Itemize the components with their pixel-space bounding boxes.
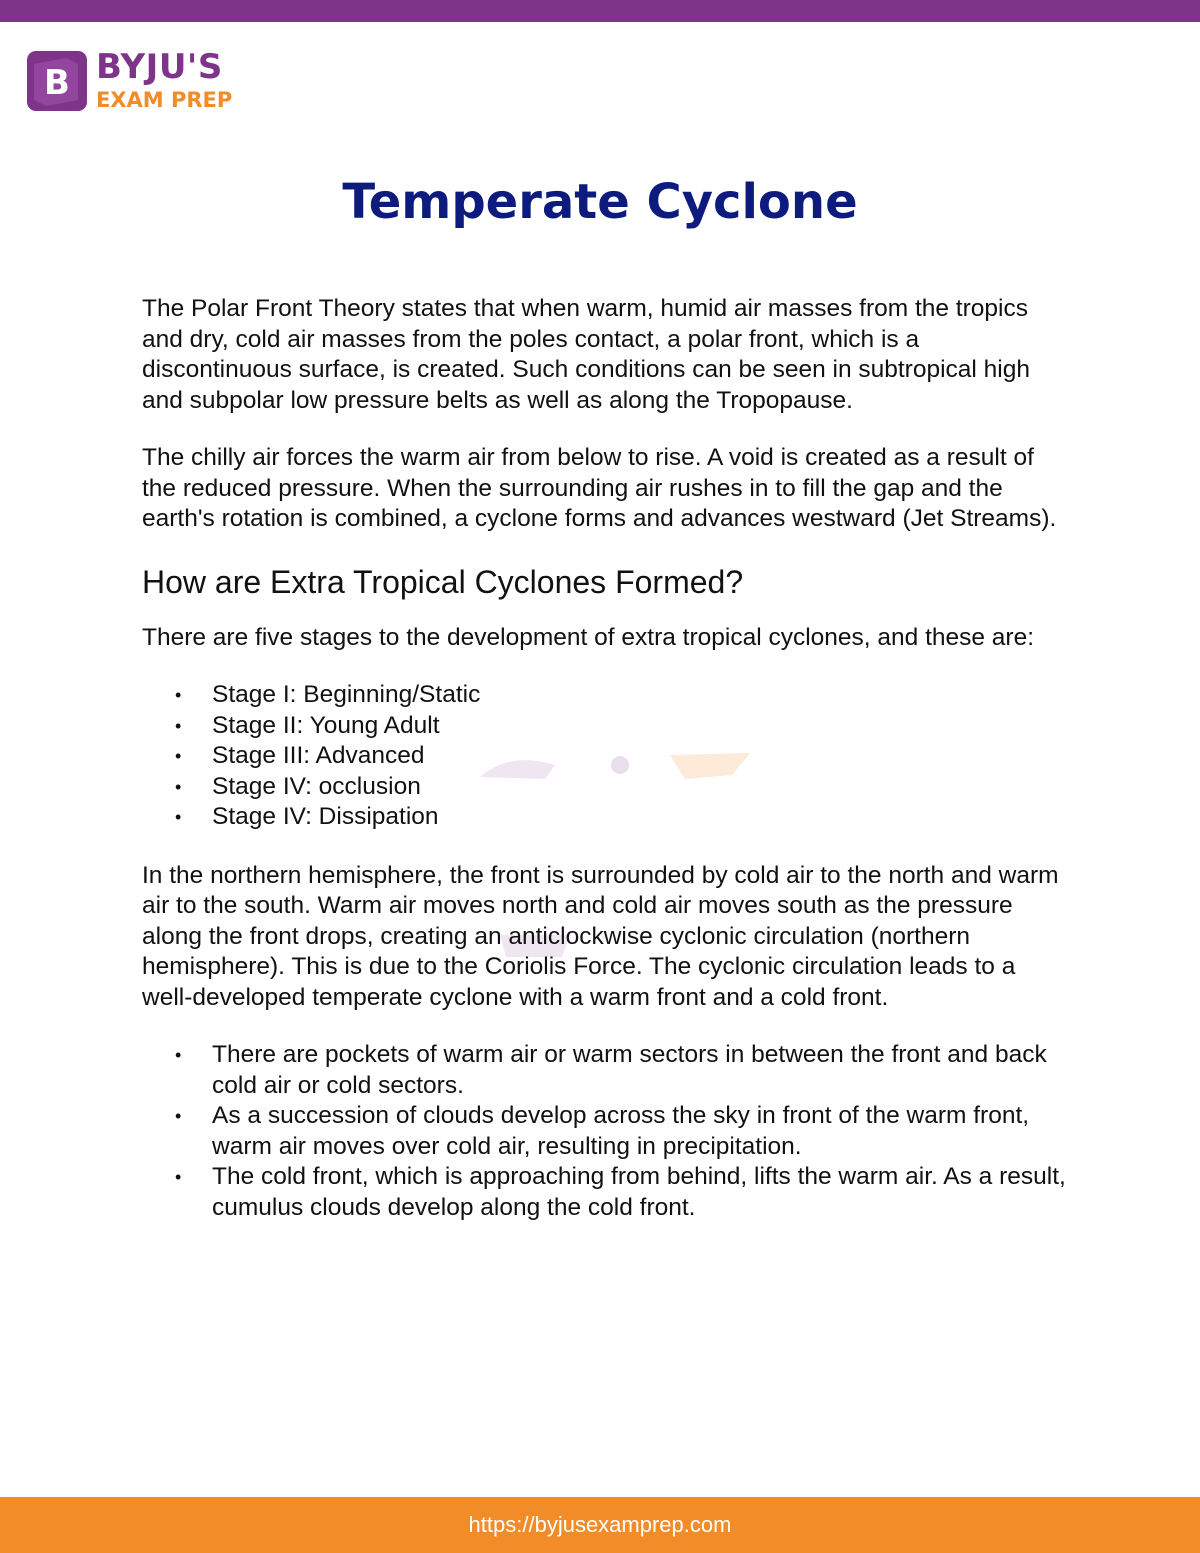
list-item: • Stage IV: Dissipation bbox=[142, 802, 1072, 833]
list-item: • Stage III: Advanced bbox=[142, 741, 1072, 772]
list-item: • The cold front, which is approaching from behind, lifts the warm air. As a result, cumulus clouds develop along the cold front. bbox=[142, 1162, 1072, 1223]
byjus-exam-prep-logo bbox=[26, 46, 246, 116]
section-heading: How are Extra Tropical Cyclones Formed? bbox=[142, 563, 744, 600]
list-item: • There are pockets of warm air or warm sectors in between the front and back cold air or cold sectors. bbox=[142, 1040, 1072, 1101]
list-item: • Stage I: Beginning/Static bbox=[142, 680, 1072, 711]
logo-tagline: EXAM PREP bbox=[96, 88, 233, 112]
intro-paragraph-2: The chilly air forces the warm air from below to rise. A void is created as a result of the reduced pressure. When the surrounding air rushes in to fill the gap and the earth's rotation is combined, a cyclone forms and advances westward (Jet Streams). bbox=[142, 444, 1057, 532]
logo-mark-letter: B bbox=[44, 63, 70, 103]
list-item: • As a succession of clouds develop across the sky in front of the warm front, warm air moves over cold air, resulting in precipitation. bbox=[142, 1101, 1072, 1162]
footer-url-link[interactable]: https://byjusexamprep.com bbox=[468, 1512, 732, 1537]
section-lead: There are five stages to the development of extra tropical cyclones, and these are: bbox=[142, 623, 1035, 651]
page-title: Temperate Cyclone bbox=[342, 174, 858, 230]
list-item: • Stage IV: occlusion bbox=[142, 772, 1072, 803]
logo-wordmark: BYJU'S bbox=[96, 47, 223, 87]
stages-list bbox=[142, 680, 1072, 833]
list-item: • Stage II: Young Adult bbox=[142, 711, 1072, 742]
points-list bbox=[142, 1040, 1072, 1223]
section-body: In the northern hemisphere, the front is surrounded by cold air to the north and warm air to the south. Warm air moves north and cold air moves south as the pressure along the front drops, creating an anticlockwise cyclonic circulation (northern hemisphere). This is due to the Coriolis Force. The cyclonic circulation leads to a well-developed temperate cyclone with a warm front and a cold front. bbox=[142, 861, 1059, 1011]
intro-paragraph-1: The Polar Front Theory states that when warm, humid air masses from the tropics and dry, cold air masses from the poles contact, a polar front, which is a discontinuous surface, is created. Such conditions can be seen in subtropical high and subpolar low pressure belts as well as along the Tropopause. bbox=[142, 295, 1030, 414]
byjus-logo-mark-icon bbox=[26, 50, 88, 112]
top-accent-bar bbox=[0, 0, 1200, 22]
article-body bbox=[142, 294, 1072, 1251]
